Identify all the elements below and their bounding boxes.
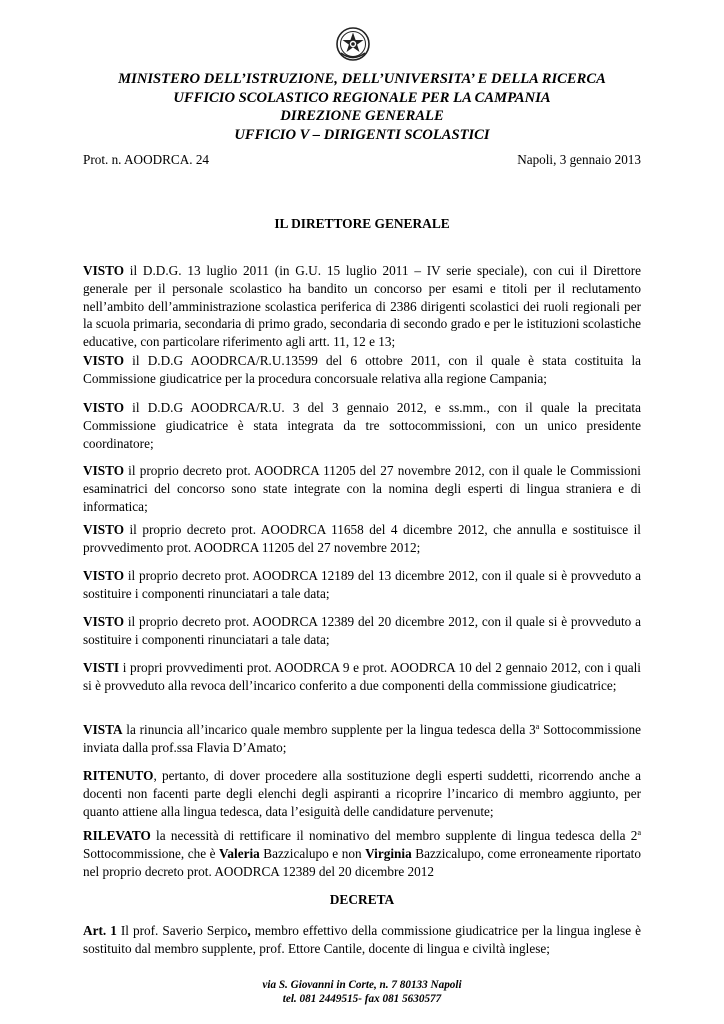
article-comma: , (247, 923, 251, 938)
recital-lead: VISTO (83, 353, 124, 368)
recital-text: la rinuncia all’incarico quale membro supplente per la lingua tedesca della 3 (122, 722, 536, 737)
recital-text-cont: Bazzicalupo, come erroneamente riportato nel proprio decreto prot. AOODRCA 12389 del 20 dicembre 2012 (83, 845, 641, 879)
recital-visto-commissione (83, 352, 641, 388)
header-line-office-v: UFFICIO V – DIRIGENTI SCOLASTICI (234, 126, 490, 143)
protocol-row (83, 151, 641, 169)
article-text: Il prof. Saverio Serpico (116, 923, 248, 938)
article-label: Art. 1 (83, 923, 117, 938)
recital-visto-sottocommissioni (83, 399, 641, 452)
footer-address-block (0, 978, 724, 1006)
ministry-header (0, 70, 724, 144)
recital-lead: VISTO (83, 400, 124, 415)
recital-text-cont: Bazzicalupo e non (259, 845, 366, 861)
footer-address: via S. Giovanni in Corte, n. 7 80133 Napoli (262, 979, 462, 991)
recital-lead: VISTO (83, 522, 124, 537)
recital-text: il proprio decreto prot. AOODRCA 12389 del 20 dicembre 2012, con il quale si è provveduto a sostituire i componenti rinunciatari a tale data; (83, 614, 641, 647)
recital-lead: VISTO (83, 614, 124, 629)
correct-name: Valeria (219, 845, 260, 861)
header-line-general-direction: DIREZIONE GENERALE (280, 108, 444, 124)
recital-lead: VISTO (83, 463, 124, 478)
recital-text: il D.D.G AOODRCA/R.U.13599 del 6 ottobre 2011, con il quale è stata costituita la Commissione giudicatrice per la procedura concorsuale relativa alla regione Campania; (83, 353, 641, 386)
recital-text: , pertanto, di dover procedere alla sostituzione degli esperti suddetti, ricorrendo anche a docenti non facenti parte degli elenchi degli aspiranti a ricoprire l’incarico di membro aggiunto, per quanto attiene alla lingua tedesca, data l’esiguità delle candidature pervenute; (83, 768, 641, 819)
italian-republic-emblem-icon (335, 26, 371, 62)
recital-text: il proprio decreto prot. AOODRCA 11205 del 27 novembre 2012, con il quale le Commissioni esaminatrici del concorso sono state integrate con la nomina degli esperti di lingua straniera e di informatica; (83, 463, 641, 514)
recital-text-cont: Sottocommissione inviata dalla prof.ssa Flavia D’Amato; (83, 722, 641, 755)
article-1 (83, 922, 641, 958)
place-date: Napoli, 3 gennaio 2013 (517, 152, 641, 167)
recital-rilevato (83, 827, 641, 880)
recital-text: il proprio decreto prot. AOODRCA 12189 del 13 dicembre 2012, con il quale si è provveduto a sostituire i componenti rinunciatari a tale data; (83, 568, 641, 601)
header-line-ministry: MINISTERO DELL’ISTRUZIONE, DELL’UNIVERSITA’ E DELLA RICERCA (118, 71, 606, 87)
recital-text: il D.D.G AOODRCA/R.U. 3 del 3 gennaio 2012, e ss.mm., con il quale la precitata Commissione giudicatrice è stata integrata da tre sottocommissioni, con un unico presidente coordinatore; (83, 400, 641, 451)
recital-visto-12389 (83, 613, 641, 649)
recital-text: il D.D.G. 13 luglio 2011 (in G.U. 15 luglio 2011 – IV serie speciale), con cui il Direttore generale per il personale scolastico ha bandito un concorso per esami e titoli per il reclutamento nell’ambito dell’amministrazione scolastica periferica di 2386 dirigenti scolastici dei ruoli regionali per la scuola primaria, secondaria di primo grado, secondaria di secondo grado e per le istituzioni scolastiche educative, con particolare riferimento agli artt. 11, 12 e 13; (83, 263, 641, 350)
wrong-name: Virginia (365, 845, 412, 861)
recital-vista-rinuncia (83, 721, 641, 757)
recital-visto-11658 (83, 521, 641, 557)
recital-visti-revoca (83, 659, 641, 695)
header-line-regional-office: UFFICIO SCOLASTICO REGIONALE PER LA CAMPANIA (173, 89, 551, 106)
recital-lead: VISTO (83, 568, 124, 583)
recital-text-cont: Sottocommissione, che è (83, 845, 220, 861)
recital-visto-ddg-bando (83, 262, 641, 351)
article-text-cont: membro effettivo della commissione giudicatrice per la lingua inglese è sostituito dal membro supplente, prof. Ettore Cantile, docente di lingua e civiltà inglese; (83, 923, 641, 956)
protocol-number: Prot. n. AOODRCA. 24 (83, 152, 210, 167)
recital-visto-11205 (83, 462, 641, 515)
recital-visto-12189 (83, 567, 641, 603)
recital-lead: RILEVATO (83, 828, 151, 843)
recital-lead: VISTI (83, 660, 120, 675)
document-title: IL DIRETTORE GENERALE (274, 216, 450, 231)
recital-lead: RITENUTO (83, 768, 154, 783)
recital-text: la necessità di rettificare il nominativo del membro supplente di lingua tedesca della 2 (150, 828, 638, 843)
ordinal-superscript: a (637, 828, 641, 837)
recital-text: il proprio decreto prot. AOODRCA 11658 del 4 dicembre 2012, che annulla e sostituisce il provvedimento prot. AOODRCA 11205 del 27 novembre 2012; (83, 522, 641, 555)
recital-lead: VISTA (83, 722, 123, 737)
footer-phone-fax: tel. 081 2449515- fax 081 5630577 (282, 993, 442, 1005)
ordinal-superscript: a (535, 722, 540, 731)
recital-text: i propri provvedimenti prot. AOODRCA 9 e prot. AOODRCA 10 del 2 gennaio 2012, con i quali si è provveduto alla revoca dell’incarico conferito a due componenti della commissione giudicatrice; (83, 660, 641, 693)
recital-lead: VISTO (83, 263, 124, 278)
decreta-heading: DECRETA (329, 892, 395, 907)
recital-ritenuto (83, 767, 641, 820)
